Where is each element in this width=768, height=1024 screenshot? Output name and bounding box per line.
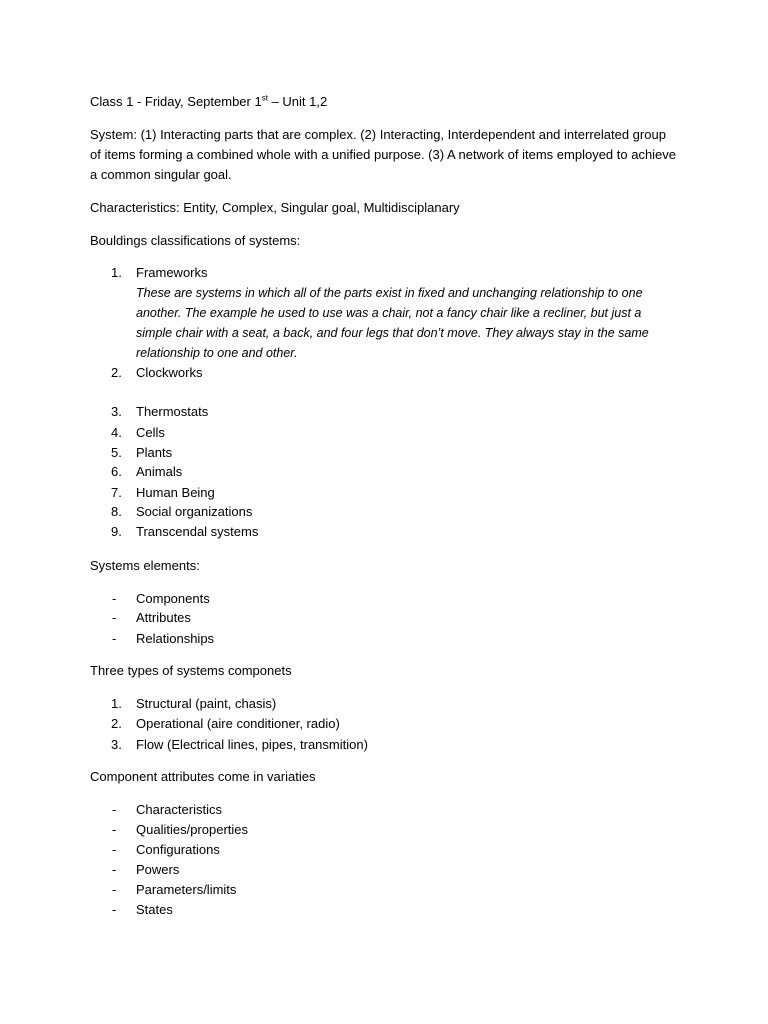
list-item-cells: Cells: [136, 425, 165, 440]
list-number: 7.: [111, 485, 122, 500]
list-number: 4.: [111, 425, 122, 440]
list-number: 3.: [111, 737, 122, 752]
page-title: [90, 92, 327, 112]
list-item-human-being: Human Being: [136, 485, 215, 500]
list-item-powers: Powers: [136, 862, 180, 877]
bullet-dash: -: [112, 591, 117, 606]
list-number: 2.: [111, 716, 122, 731]
list-number: 6.: [111, 464, 122, 479]
list-item-frameworks: Frameworks: [136, 265, 208, 280]
list-item-configurations: Configurations: [136, 842, 220, 857]
list-item-social-organizations: Social organizations: [136, 504, 253, 519]
list-item-qualities-properties: Qualities/properties: [136, 822, 248, 837]
list-number: 2.: [111, 365, 122, 380]
characteristics-line: Characteristics: Entity, Complex, Singular goal, Multidisciplanary: [90, 200, 460, 215]
elements-heading: Systems elements:: [90, 558, 200, 573]
system-definition: System: (1) Interacting parts that are complex. (2) Interacting, Interdependent and interrelated group of items forming a combined whole with a unified purpose. (3) A network of items employed to achieve a common singular goal.: [90, 127, 677, 182]
bullet-dash: -: [112, 802, 117, 817]
list-item-flow: Flow (Electrical lines, pipes, transmition): [136, 737, 368, 752]
list-item-characteristics: Characteristics: [136, 802, 222, 817]
bullet-dash: -: [112, 842, 117, 857]
list-item-operational: Operational (aire conditioner, radio): [136, 716, 340, 731]
bullet-dash: -: [112, 902, 117, 917]
list-item-animals: Animals: [136, 464, 183, 479]
list-item-structural: Structural (paint, chasis): [136, 696, 277, 711]
bullet-dash: -: [112, 882, 117, 897]
list-item-transcendal-systems: Transcendal systems: [136, 524, 259, 539]
list-number: 5.: [111, 445, 122, 460]
attributes-heading: Component attributes come in variaties: [90, 769, 316, 784]
title-suffix: – Unit 1,2: [267, 94, 328, 109]
list-item-components: Components: [136, 591, 210, 606]
list-item-thermostats: Thermostats: [136, 404, 209, 419]
bullet-dash: -: [112, 610, 117, 625]
list-item-states: States: [136, 902, 173, 917]
list-number: 9.: [111, 524, 122, 539]
list-item-plants: Plants: [136, 445, 173, 460]
list-number: 3.: [111, 404, 122, 419]
list-item-clockworks: Clockworks: [136, 365, 203, 380]
list-number: 1.: [111, 696, 122, 711]
title-superscript: st: [261, 93, 268, 103]
list-item-relationships: Relationships: [136, 631, 215, 646]
list-number: 1.: [111, 265, 122, 280]
frameworks-note: These are systems in which all of the parts exist in fixed and unchanging relationship to one another. The example he used to use was a chair, not a fancy chair like a recliner, but just a simple chair with a seat, a back, and four legs that don’t move. They always stay in the same relationship to one and other.: [136, 286, 649, 360]
list-number: 8.: [111, 504, 122, 519]
title-text: Class 1 - Friday, September 1: [90, 94, 262, 109]
bullet-dash: -: [112, 822, 117, 837]
bullet-dash: -: [112, 862, 117, 877]
component-types-heading: Three types of systems componets: [90, 663, 292, 678]
bouldings-heading: Bouldings classifications of systems:: [90, 233, 301, 248]
bullet-dash: -: [112, 631, 117, 646]
list-item-parameters-limits: Parameters/limits: [136, 882, 237, 897]
list-item-attributes: Attributes: [136, 610, 191, 625]
